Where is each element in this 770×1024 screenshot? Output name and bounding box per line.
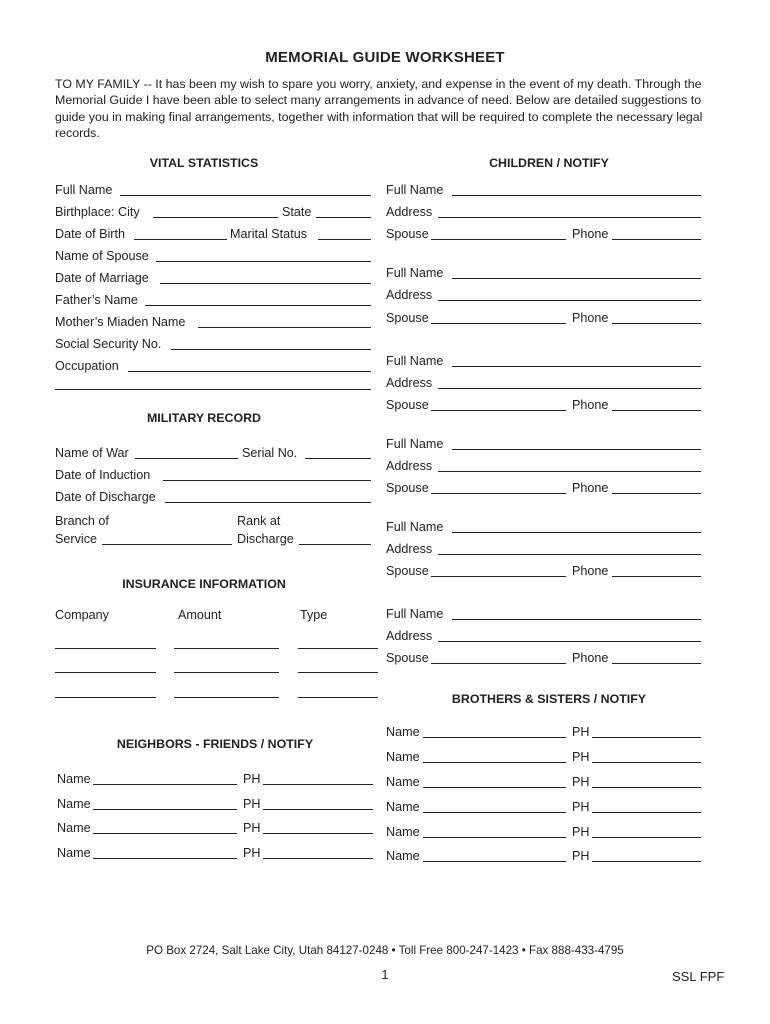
child-6-spouse-field[interactable]: [431, 663, 566, 664]
date-of-birth-field[interactable]: [134, 239, 227, 240]
date-of-induction-label: Date of Induction: [55, 468, 151, 482]
child-3-phone-field[interactable]: [612, 410, 701, 411]
neighbor-name-field-2[interactable]: [93, 809, 237, 810]
sibling-ph-field-3[interactable]: [592, 787, 701, 788]
child-1-full-name-field[interactable]: [452, 195, 701, 196]
form-code: SSL FPF: [672, 969, 725, 984]
footer-address: PO Box 2724, Salt Lake City, Utah 84127-0248 • Toll Free 800-247-1423 • Fax 888-433-4795: [146, 944, 624, 957]
sibling-ph-field-5[interactable]: [592, 837, 701, 838]
child-2-full-name-field[interactable]: [452, 278, 701, 279]
occupation-field[interactable]: [128, 371, 371, 372]
child-4-full-name-field[interactable]: [452, 449, 701, 450]
siblings-heading: BROTHERS & SISTERS / NOTIFY: [451, 692, 647, 706]
date-of-marriage-label: Date of Marriage: [55, 271, 149, 285]
sibling-ph-label-3: PH: [572, 775, 590, 789]
child-6-full-name-label: Full Name: [386, 607, 444, 621]
child-2-full-name-label: Full Name: [386, 266, 444, 280]
neighbor-ph-field-1[interactable]: [263, 784, 373, 785]
sibling-ph-label-4: PH: [572, 800, 590, 814]
child-3-full-name-field[interactable]: [452, 366, 701, 367]
child-5-spouse-field[interactable]: [431, 576, 566, 577]
child-1-spouse-field[interactable]: [431, 239, 566, 240]
sibling-name-field-4[interactable]: [423, 812, 566, 813]
amount-column-label: Amount: [178, 608, 222, 622]
neighbor-ph-label-2: PH: [243, 797, 261, 811]
child-5-spouse-label: Spouse: [386, 564, 429, 578]
sibling-name-field-3[interactable]: [423, 787, 566, 788]
neighbor-name-label-2: Name: [57, 797, 91, 811]
neighbor-ph-label-4: PH: [243, 846, 261, 860]
child-5-phone-field[interactable]: [612, 576, 701, 577]
sibling-ph-field-6[interactable]: [592, 861, 701, 862]
insurance-amount-field-2[interactable]: [174, 672, 279, 673]
date-of-discharge-field[interactable]: [165, 502, 371, 503]
sibling-name-field-5[interactable]: [423, 837, 566, 838]
child-6-full-name-field[interactable]: [452, 619, 701, 620]
insurance-amount-field-1[interactable]: [174, 648, 279, 649]
child-3-address-field[interactable]: [438, 388, 701, 389]
branch-of-service-field[interactable]: [102, 544, 232, 545]
neighbor-name-field-3[interactable]: [93, 833, 237, 834]
child-5-address-label: Address: [386, 542, 433, 556]
sibling-ph-field-4[interactable]: [592, 812, 701, 813]
child-2-address-label: Address: [386, 288, 433, 302]
child-4-full-name-label: Full Name: [386, 437, 444, 451]
child-4-spouse-label: Spouse: [386, 481, 429, 495]
page-title: MEMORIAL GUIDE WORKSHEET: [265, 49, 505, 66]
child-3-full-name-label: Full Name: [386, 354, 444, 368]
child-3-spouse-label: Spouse: [386, 398, 429, 412]
sibling-name-label-2: Name: [386, 750, 420, 764]
full-name-label: Full Name: [55, 183, 113, 197]
name-of-war-field[interactable]: [135, 458, 238, 459]
child-5-address-field[interactable]: [438, 554, 701, 555]
marital-status-field[interactable]: [318, 239, 371, 240]
child-1-address-label: Address: [386, 205, 433, 219]
sibling-ph-label-6: PH: [572, 849, 590, 863]
neighbor-ph-label-1: PH: [243, 772, 261, 786]
page-number: 1: [381, 967, 389, 982]
insurance-heading: INSURANCE INFORMATION: [122, 577, 286, 591]
sibling-ph-field-2[interactable]: [592, 762, 701, 763]
neighbor-ph-label-3: PH: [243, 821, 261, 835]
full-name-field[interactable]: [120, 195, 371, 196]
child-4-phone-field[interactable]: [612, 493, 701, 494]
neighbors-heading: NEIGHBORS - FRIENDS / NOTIFY: [116, 737, 314, 751]
child-3-spouse-field[interactable]: [431, 410, 566, 411]
sibling-ph-label-2: PH: [572, 750, 590, 764]
insurance-company-field-3[interactable]: [55, 697, 156, 698]
social-security-field[interactable]: [171, 349, 371, 350]
child-2-address-field[interactable]: [438, 300, 701, 301]
mothers-maiden-name-field[interactable]: [198, 327, 371, 328]
child-1-phone-label: Phone: [572, 227, 609, 241]
child-2-phone-field[interactable]: [612, 323, 701, 324]
social-security-label: Social Security No.: [55, 337, 162, 351]
neighbor-name-field-1[interactable]: [93, 784, 237, 785]
date-of-marriage-field[interactable]: [160, 283, 371, 284]
rank-at-discharge-field[interactable]: [299, 544, 371, 545]
name-of-spouse-label: Name of Spouse: [55, 249, 149, 263]
sibling-ph-label-5: PH: [572, 825, 590, 839]
sibling-name-label-3: Name: [386, 775, 420, 789]
type-column-label: Type: [300, 608, 328, 622]
rank-at-label: Rank at: [237, 514, 281, 528]
marital-status-label: Marital Status: [230, 227, 307, 241]
insurance-company-field-2[interactable]: [55, 672, 156, 673]
child-1-full-name-label: Full Name: [386, 183, 444, 197]
child-6-phone-label: Phone: [572, 651, 609, 665]
occupation-field-extra[interactable]: [55, 389, 371, 390]
sibling-name-label-1: Name: [386, 725, 420, 739]
child-5-full-name-field[interactable]: [452, 532, 701, 533]
child-4-spouse-field[interactable]: [431, 493, 566, 494]
sibling-name-field-6[interactable]: [423, 861, 566, 862]
child-2-spouse-label: Spouse: [386, 311, 429, 325]
serial-no-field[interactable]: [305, 458, 371, 459]
vital-statistics-heading: VITAL STATISTICS: [149, 156, 259, 170]
state-label: State: [282, 205, 312, 219]
intro-paragraph: TO MY FAMILY -- It has been my wish to spare you worry, anxiety, and expense in the event of my death. Through the Memorial Guide I have been able to select many arrangements in advance of need. Below are detailed suggestions to guide you in making final arrangements, together with information that will be required to complete the necessary legal records.: [55, 77, 703, 140]
insurance-type-field-3[interactable]: [298, 697, 378, 698]
date-of-induction-field[interactable]: [163, 480, 371, 481]
fathers-name-label: Father’s Name: [55, 293, 138, 307]
military-record-heading: MILITARY RECORD: [146, 411, 262, 425]
neighbor-ph-field-3[interactable]: [263, 833, 373, 834]
child-6-address-field[interactable]: [438, 641, 701, 642]
sibling-name-field-1[interactable]: [423, 737, 566, 738]
child-6-phone-field[interactable]: [612, 663, 701, 664]
insurance-company-field-1[interactable]: [55, 648, 156, 649]
sibling-ph-label-1: PH: [572, 725, 590, 739]
branch-of-label: Branch of: [55, 514, 109, 528]
name-of-spouse-field[interactable]: [156, 261, 371, 262]
neighbor-name-label-3: Name: [57, 821, 91, 835]
sibling-name-label-4: Name: [386, 800, 420, 814]
child-1-phone-field[interactable]: [612, 239, 701, 240]
name-of-war-label: Name of War: [55, 446, 129, 460]
sibling-name-field-2[interactable]: [423, 762, 566, 763]
neighbor-ph-field-4[interactable]: [263, 858, 373, 859]
child-4-address-field[interactable]: [438, 471, 701, 472]
service-label: Service: [55, 532, 97, 546]
child-3-address-label: Address: [386, 376, 433, 390]
sibling-name-label-5: Name: [386, 825, 420, 839]
child-6-address-label: Address: [386, 629, 433, 643]
insurance-amount-field-3[interactable]: [174, 697, 279, 698]
insurance-type-field-1[interactable]: [298, 648, 378, 649]
child-4-phone-label: Phone: [572, 481, 609, 495]
child-1-address-field[interactable]: [438, 217, 701, 218]
child-4-address-label: Address: [386, 459, 433, 473]
children-heading: CHILDREN / NOTIFY: [489, 156, 609, 170]
sibling-name-label-6: Name: [386, 849, 420, 863]
child-5-phone-label: Phone: [572, 564, 609, 578]
neighbor-name-label-4: Name: [57, 846, 91, 860]
child-2-spouse-field[interactable]: [431, 323, 566, 324]
mothers-maiden-name-label: Mother’s Miaden Name: [55, 315, 186, 329]
state-field[interactable]: [316, 217, 371, 218]
fathers-name-field[interactable]: [145, 305, 371, 306]
neighbor-ph-field-2[interactable]: [263, 809, 373, 810]
child-5-full-name-label: Full Name: [386, 520, 444, 534]
date-of-birth-label: Date of Birth: [55, 227, 125, 241]
discharge-label: Discharge: [237, 532, 294, 546]
child-6-spouse-label: Spouse: [386, 651, 429, 665]
date-of-discharge-label: Date of Discharge: [55, 490, 156, 504]
child-1-spouse-label: Spouse: [386, 227, 429, 241]
child-3-phone-label: Phone: [572, 398, 609, 412]
birthplace-city-field[interactable]: [153, 217, 278, 218]
company-column-label: Company: [55, 608, 109, 622]
sibling-ph-field-1[interactable]: [592, 737, 701, 738]
neighbor-name-field-4[interactable]: [93, 858, 237, 859]
neighbor-name-label-1: Name: [57, 772, 91, 786]
occupation-label: Occupation: [55, 359, 119, 373]
insurance-type-field-2[interactable]: [298, 672, 378, 673]
serial-no-label: Serial No.: [242, 446, 298, 460]
birthplace-city-label: Birthplace: City: [55, 205, 140, 219]
child-2-phone-label: Phone: [572, 311, 609, 325]
